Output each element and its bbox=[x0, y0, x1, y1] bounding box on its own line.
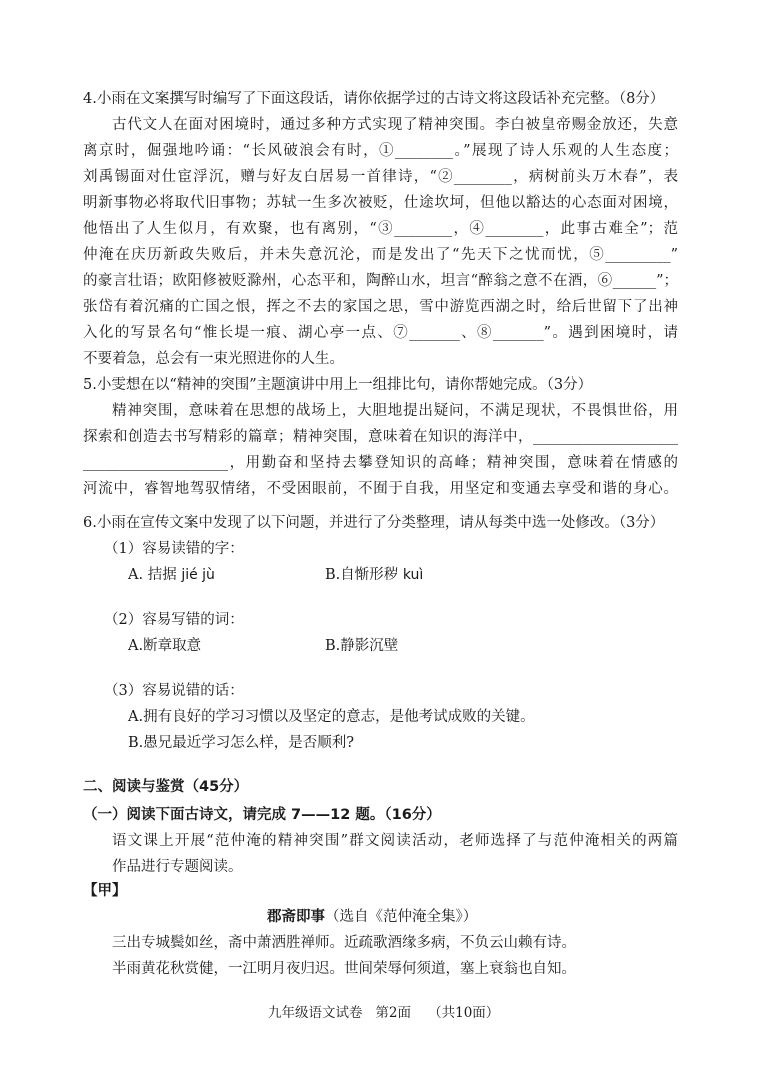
page-footer: 九年级语文试卷 第2面 （共10面） bbox=[268, 1005, 500, 1021]
poem-line-1: 三出专城鬓如丝，斋中萧洒胜禅师。近疏歌酒缘多病，不负云山赖有诗。 bbox=[112, 935, 576, 951]
q6-sub1-option-b bbox=[325, 562, 423, 588]
q4-line-3: 刘禹锡面对仕宦浮沉，赠与好友白居易一首律诗，“②________，病树前头万木春”，表 bbox=[83, 169, 678, 185]
poem-line-2: 半雨黄花秋赏健，一江明月夜归迟。世间荣辱何须道，塞上衰翁也自知。 bbox=[112, 961, 576, 977]
q6-sub2-label: （2）容易写错的词： bbox=[104, 612, 244, 628]
q6-title: 6.小雨在宣传文案中发现了以下问题，并进行了分类整理，请从每类中选一处修改。（3分） bbox=[83, 515, 665, 531]
q6-sub2-option-b: B.静影沉壁 bbox=[325, 638, 399, 654]
q6-sub1-label: （1）容易读错的字： bbox=[104, 541, 244, 557]
section-2-heading: 二、阅读与鉴赏（45分） bbox=[83, 779, 249, 795]
poem-title: 郡斋即事 bbox=[267, 908, 325, 925]
q5-line-4: 河流中，睿智地驾驭情绪，不受困眼前，不囿于自我，用坚定和变通去享受和谐的身心。 bbox=[83, 481, 678, 497]
q6-sub3-label: （3）容易说错的话： bbox=[104, 683, 244, 699]
q4-line-2: 离京时，倔强地吟诵：“长风破浪会有时，①________。”展现了诗人乐观的人生态度； bbox=[83, 143, 678, 159]
q4-line-10: 不要着急，总会有一束光照进你的人生。 bbox=[83, 351, 344, 367]
q6-sub1-a-word: A. 拮据 bbox=[128, 567, 182, 583]
q4-line-8: 张岱有着沉痛的亡国之恨，挥之不去的家国之思，雪中游览西湖之时，给后世留下了出神 bbox=[83, 299, 678, 315]
q6-sub2-option-a: A.断章取意 bbox=[128, 638, 202, 654]
poem-heading bbox=[267, 904, 477, 930]
section-2-intro-line-2: 作品进行专题阅读。 bbox=[112, 859, 243, 875]
q6-sub1-b-word: B.自惭形秽 bbox=[325, 567, 403, 583]
q6-sub3-option-a: A.拥有良好的学习习惯以及坚定的意志，是他考试成败的关键。 bbox=[128, 709, 535, 725]
q5-line-1: 精神突围，意味着在思想的战场上，大胆地提出疑问，不满足现状，不畏惧世俗，用 bbox=[112, 403, 678, 419]
q6-sub1-b-pinyin: kuì bbox=[402, 567, 424, 583]
q4-line-5: 他悟出了人生似月，有欢聚，也有离别，“③________，④________，此事古难全”；范 bbox=[83, 221, 678, 237]
q5-line-3: ____________________，用勤奋和坚持去攀登知识的高峰；精神突围，意味着在情感的 bbox=[83, 455, 678, 471]
poem-source: （选自《范仲淹全集》） bbox=[325, 909, 478, 925]
q4-line-9: 入化的写景名句“惟长堤一痕、湖心亭一点、⑦_______、⑧_______”。遇到困境时，请 bbox=[83, 325, 678, 341]
q4-title: 4.小雨在文案撰写时编写了下面这段话，请你依据学过的古诗文将这段话补充完整。（8分） bbox=[83, 91, 665, 107]
section-2-intro-line-1: 语文课上开展“范仲淹的精神突围”群文阅读活动，老师选择了与范仲淹相关的两篇 bbox=[112, 833, 678, 849]
q6-sub3-option-b: B.愚兄最近学习怎么样，是否顺利? bbox=[128, 735, 355, 751]
q4-line-6: 仲淹在庆历新政失败后，并未失意沉沦，而是发出了“先天下之忧而忧，⑤_________” bbox=[83, 247, 678, 263]
q5-line-2: 探索和创造去书写精彩的篇章；精神突围，意味着在知识的海洋中，____________________ bbox=[83, 429, 678, 445]
q4-line-1: 古代文人在面对困境时，通过多种方式实现了精神突围。李白被皇帝赐金放还，失意 bbox=[112, 117, 678, 133]
q4-line-7: 的豪言壮语；欧阳修被贬滁州，心态平和，陶醉山水，坦言“醉翁之意不在酒，⑥______”； bbox=[83, 273, 678, 289]
q6-sub1-option-a bbox=[128, 562, 215, 588]
q4-line-4: 明新事物必将取代旧事物；苏轼一生多次被贬，仕途坎坷，但他以豁达的心态面对困境， bbox=[83, 195, 678, 211]
section-2-part-1-heading: （一）阅读下面古诗文，请完成 7——12 题。（16分） bbox=[83, 807, 441, 823]
q6-sub1-a-pinyin: jié jù bbox=[181, 567, 215, 583]
q5-title: 5.小雯想在以“精神的突围”主题演讲中用上一组排比句，请你帮她完成。（3分） bbox=[83, 377, 593, 393]
label-jia: 【甲】 bbox=[83, 882, 127, 899]
